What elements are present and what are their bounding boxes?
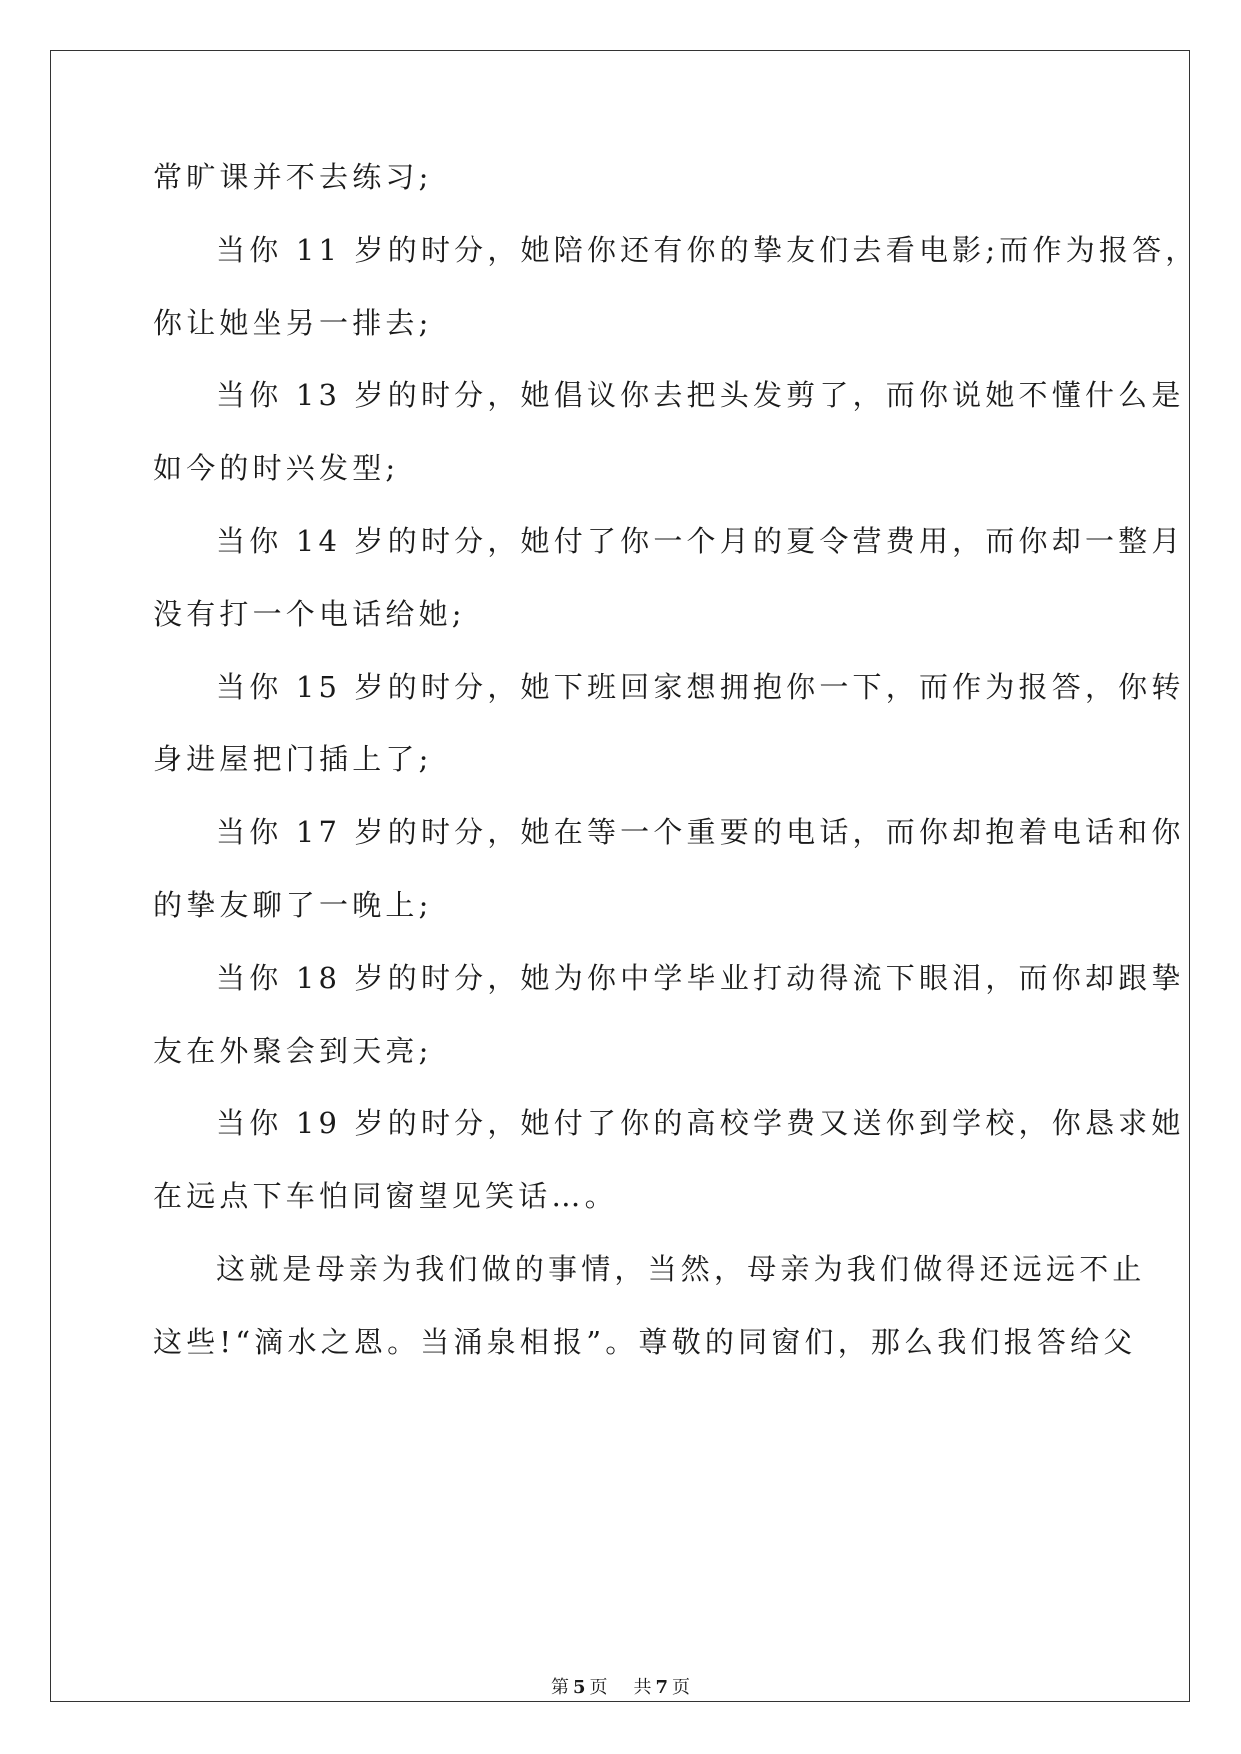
text-line-5: 如今的时兴发型; bbox=[153, 451, 400, 485]
text-line-15: 在远点下车怕同窗望见笑话…。 bbox=[153, 1179, 618, 1213]
text-line-10: 当你 17 岁的时分，她在等一个重要的电话，而你却抱着电话和你 bbox=[216, 815, 1185, 849]
total-label-prefix: 共 bbox=[633, 1677, 652, 1698]
page-border bbox=[50, 50, 1190, 1702]
text-line-14: 当你 19 岁的时分，她付了你的高校学费又送你到学校，你恳求她 bbox=[216, 1106, 1185, 1140]
page-label-suffix: 页 bbox=[589, 1677, 608, 1698]
text-line-11: 的挚友聊了一晚上; bbox=[153, 888, 433, 922]
text-line-8: 当你 15 岁的时分，她下班回家想拥抱你一下，而作为报答，你转 bbox=[216, 670, 1185, 704]
page-label-prefix: 第 bbox=[550, 1677, 569, 1698]
text-line-12: 当你 18 岁的时分，她为你中学毕业打动得流下眼泪，而你却跟挚 bbox=[216, 961, 1185, 995]
total-pages: 7 bbox=[655, 1677, 669, 1698]
page-footer bbox=[0, 1676, 1241, 1700]
text-line-2: 当你 11 岁的时分，她陪你还有你的挚友们去看电影;而作为报答， bbox=[216, 233, 1199, 267]
total-label-suffix: 页 bbox=[672, 1677, 691, 1698]
text-line-1: 常旷课并不去练习; bbox=[153, 160, 433, 194]
text-line-13: 友在外聚会到天亮; bbox=[153, 1034, 433, 1068]
text-line-16: 这就是母亲为我们做的事情，当然，母亲为我们做得还远远不止 bbox=[216, 1252, 1146, 1286]
text-line-9: 身进屋把门插上了; bbox=[153, 742, 433, 776]
text-line-4: 当你 13 岁的时分，她倡议你去把头发剪了，而你说她不懂什么是 bbox=[216, 378, 1185, 412]
text-line-7: 没有打一个电话给她; bbox=[153, 597, 466, 631]
text-line-17: 这些!“滴水之恩。当涌泉相报”。尊敬的同窗们，那么我们报答给父 bbox=[153, 1325, 1137, 1359]
text-line-6: 当你 14 岁的时分，她付了你一个月的夏令营费用，而你却一整月 bbox=[216, 524, 1185, 558]
text-line-3: 你让她坐另一排去; bbox=[153, 306, 433, 340]
page-number: 5 bbox=[572, 1677, 586, 1698]
